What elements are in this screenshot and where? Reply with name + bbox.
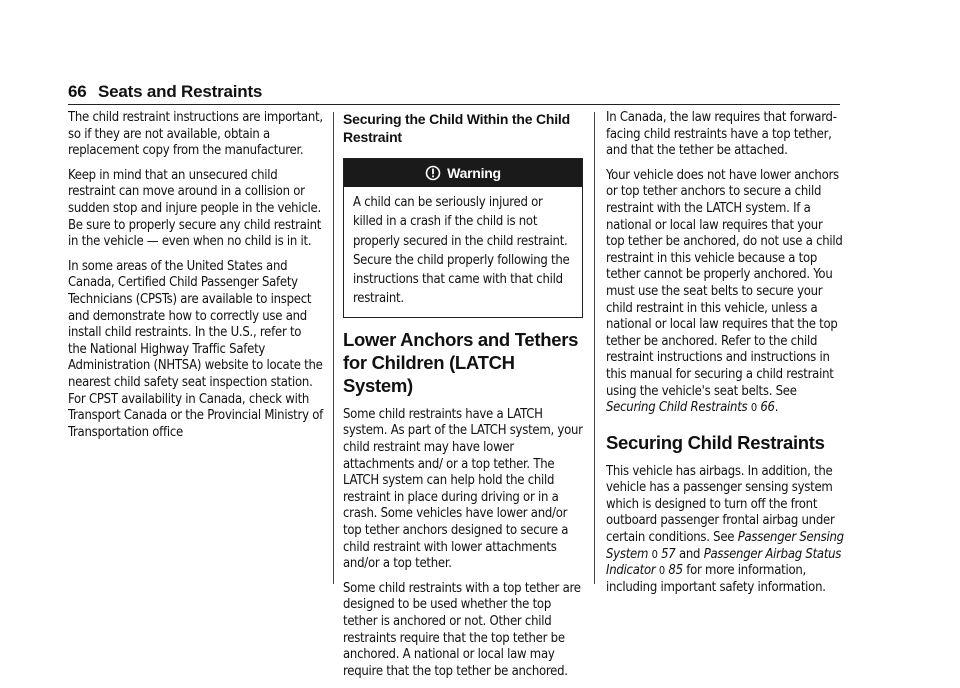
paragraph: Keep in mind that an unsecured child restraint can move around in a collision or sudden stop and injure people in the vehicle. Be sure to properly secure any child restraint in the vehicle — even when no child is in it. <box>68 167 322 250</box>
paragraph: Your vehicle does not have lower anchors or top tether anchors to secure a child restraint with the LATCH system. If a national or local law requires that your top tether be anchored, do not use a child restraint in this vehicle because a top tether cannot be properly anchored. You must use the seat belts to secure your child restraint in this vehicle, unless a national or local law requires that the top tether be anchored. Refer to the child restraint instructions and instructions in this manual for securing a child restraint using the vehicle's seat belts. See Securing Child Restraints 0 66. <box>606 167 843 416</box>
page-ref[interactable]: 57 <box>661 546 676 562</box>
cross-reference-link[interactable]: Securing Child Restraints <box>606 400 748 416</box>
paragraph: In some areas of the United States and Canada, Certified Child Passenger Safety Technicians (CPSTs) are available to inspect and demonstrate how to correctly use and install child restraints. In the U.S., refer to the National Highway Traffic Safety Administration (NHTSA) website to locate the nearest child safety seat inspection station. For CPST availability in Canada, check with Transport Canada or the Provincial Ministry of Transportation office <box>68 258 323 440</box>
column-1 <box>68 110 323 449</box>
section-heading: Lower Anchors and Tethers for Children (LATCH System) <box>343 328 579 396</box>
page-arrow-icon: 0 <box>750 401 757 415</box>
section-heading: Securing Child Restraints <box>606 431 825 453</box>
page-arrow-icon: 0 <box>658 564 665 578</box>
warning-box <box>343 158 583 318</box>
column-divider-2 <box>594 112 595 584</box>
warning-text: A child can be seriously injured or killed in a crash if the child is not properly secured in the child restraint. Secure the child properly following the instructions that came with that child restraint. <box>353 195 570 307</box>
paragraph: In Canada, the law requires that forward-facing child restraints have a top tether, and that the tether be attached. <box>606 110 837 159</box>
section-title: Seats and Restraints <box>98 82 263 101</box>
page-ref[interactable]: 85 <box>668 563 683 579</box>
paragraph: Some child restraints have a LATCH system. As part of the LATCH system, your child restraint may have lower attachments and/ or a top tether. The LATCH system can help hold the child restraint in place during driving or in a crash. Some vehicles have lower and/or top tether anchors designed to secure a child restraint with lower attachments and/or a top tether. <box>343 406 583 572</box>
paragraph: The child restraint instructions are important, so if they are not available, obtain a replacement copy from the manufacturer. <box>68 110 323 159</box>
column-divider-1 <box>333 112 334 584</box>
page-arrow-icon: 0 <box>651 547 658 561</box>
page-number: 66 <box>68 82 87 101</box>
cross-reference-link[interactable]: Passenger Sensing System <box>606 530 844 562</box>
subsection-heading: Securing the Child Within the Child Restraint <box>343 111 570 145</box>
paragraph: Some child restraints with a top tether are designed to be used whether the top tether is anchored or not. Other child restraints require that the top tether be anchored. A national or local law may require that the top tether be anchored. <box>343 580 581 679</box>
warning-icon <box>425 165 441 181</box>
column-3 <box>606 110 844 604</box>
column-2 <box>343 110 583 688</box>
warning-header <box>344 159 582 187</box>
page-ref[interactable]: 66 <box>760 400 775 416</box>
cross-reference-link[interactable]: Passenger Airbag Status Indicator <box>606 546 842 579</box>
warning-label: Warning <box>447 164 501 181</box>
page-header <box>68 82 840 105</box>
paragraph: This vehicle has airbags. In addition, the vehicle has a passenger sensing system which is designed to turn off the front outboard passenger frontal airbag under certain conditions. See Passenger Sensing System 0 57 and Passenger Airbag Status Indicator 0 85 for more information, including important safety information. <box>606 463 844 595</box>
